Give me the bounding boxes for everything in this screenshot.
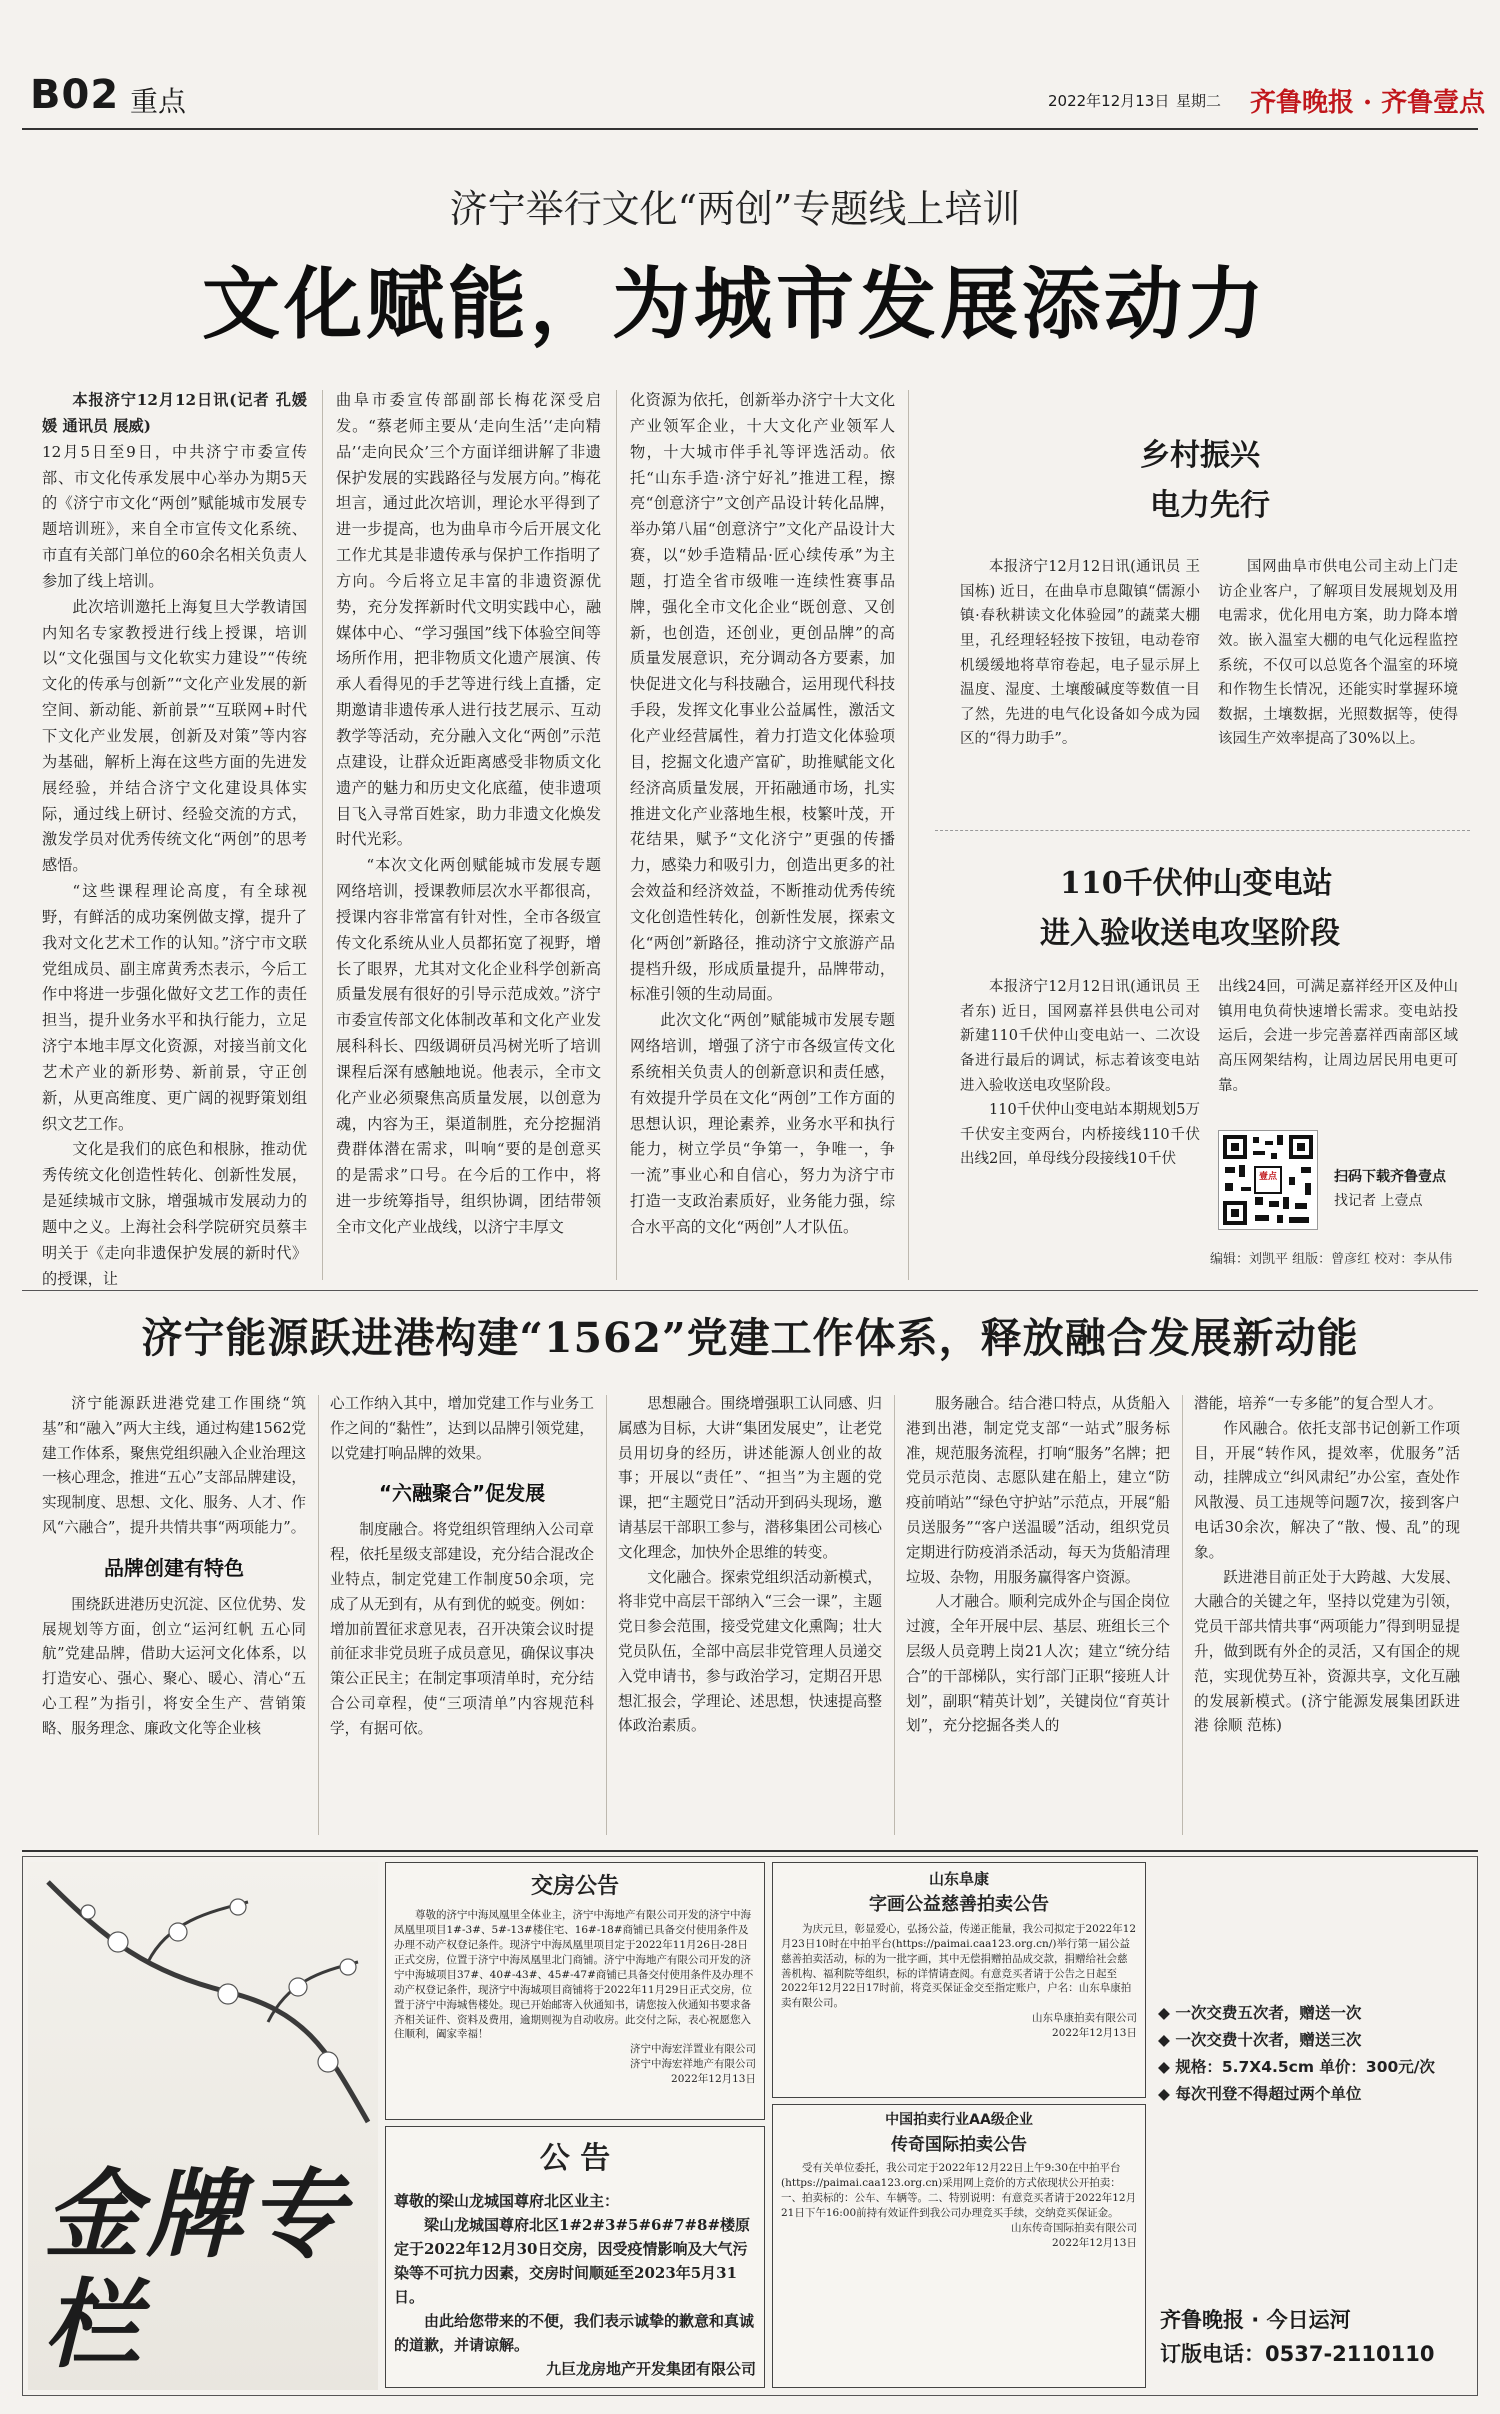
- notice-org: 中国拍卖行业AA级企业: [885, 2112, 1033, 2128]
- energy-paragraph: 跃进港目前正处于大跨越、大发展、大融合的关键之年，坚持以党建为引领，党员干部共情共事“两项能力”得到明显提升，做到既有外企的灵活，又有国企的规范，实现优势互补，资源共享，文化互融的发展新模式。(济宁能源发展集团跃进港 徐顺 范栋): [1194, 1568, 1460, 1735]
- section-name: 重点: [130, 85, 187, 118]
- notice-legend-auction: [772, 2104, 1146, 2388]
- energy-col-5: [1194, 1392, 1460, 1842]
- qr-caption-download: 扫码下载齐鲁壹点: [1334, 1169, 1446, 1185]
- notice-date: 2022年12月13日: [671, 2073, 756, 2086]
- subhead-brand: 品牌创建有特色: [104, 1555, 244, 1580]
- main-paragraph: 曲阜市委宣传部副部长梅花深受启发。“蔡老师主要从‘走向生活’‘走向精品’‘走向民众’三个方面详细讲解了非遗保护发展的实践路径与发展方向。”梅花坦言，通过此次培训，理论水平得到了进一步提高，也为曲阜市今后开展文化工作尤其是非遗传承与保护工作指明了方向。今后将立足丰富的非遗资源优势，充分发挥新时代文明实践中心，融媒体中心、“学习强国”线下体验空间等场所作用，把非物质文化遗产展演、传承人看得见的手艺等进行线上直播，定期邀请非遗传承人进行技艺展示、互动教学等活动，充分融入文化“两创”示范点建设，让群众近距离感受非物质文化遗产的魅力和历史文化底蕴，使非遗项目飞入寻常百姓家，助力非遗文化焕发时代光彩。: [336, 391, 601, 849]
- energy-paragraph: 人才融合。顺利完成外企与国企岗位过渡，全年开展中层、基层、班组长三个层级人员竞聘上岗21人次；建立“统分结合”的干部梯队，实行部门正职“接班人计划”，副职“精英计划”，关键岗位“育英计划”，充分挖掘各类人的: [906, 1593, 1170, 1735]
- energy-paragraph: 文化融合。探索党组织活动新模式，将非党中高层干部纳入“三会一课”，主题党日参会范围，接受党建文化熏陶；壮大党员队伍，全部中高层非党管理人员递交入党申请书，参与政治学习，定期召开思想汇报会，学理论、述思想，快速提高整体政治素质。: [618, 1568, 882, 1735]
- rate-item: ◆ 一次交费五次者，赠送一次: [1158, 2004, 1362, 2022]
- rural-col-1: [960, 555, 1200, 815]
- page-code: B02: [30, 72, 120, 118]
- main-col-3: [630, 388, 895, 1288]
- rural-col-2: [1218, 555, 1458, 815]
- energy-col-1: [42, 1392, 306, 1842]
- notice-date: 2022年12月13日: [1052, 2027, 1137, 2040]
- energy-paragraph: 潜能，培养“一专多能”的复合型人才。: [1194, 1395, 1443, 1412]
- notice-body: 尊敬的济宁中海凤凰里全体业主，济宁中海地产有限公司开发的济宁中海凤凰里项目1#-3#、5#-13#楼住宅、16#-18#商铺已具备交付使用条件及办理不动产权登记条件。现济宁中海凤凰里项目定于2022年11月26日-28日正式交房，位置于济宁中海凤凰里北门商铺。济宁中海地产有限公司开发的济宁中海城项目37#、40#-43#、45#-47#商铺已具备交付使用条件及办理不动产权登记条件，现济宁中海城项目商铺将于2022年11月29日正式交房，位置于济宁中海城售楼处。现已开始邮寄入伙通知书，请您按入伙通知书要求备齐相关证件、资料及费用，逾期则视为自动收房。此交付之际，表心祝愿您入住顺利，阖家幸福！: [394, 1909, 754, 2041]
- column-divider: [322, 390, 323, 1280]
- notice-org: 山东阜康: [928, 1870, 989, 1888]
- qr-caption-reporter: 找记者 上壹点: [1334, 1193, 1423, 1209]
- substation-col-2: [1218, 975, 1458, 1115]
- main-col-2: [336, 388, 601, 1288]
- ads-rule: [22, 1850, 1478, 1852]
- main-paragraph: 化资源为依托，创新举办济宁十大文化产业领军企业，十大文化产业领军人物，十大城市伴手礼等评选活动。依托“山东手造·济宁好礼”推进工程，擦亮“创意济宁”文创产品设计转化品牌，举办第八届“创意济宁”文化产品设计大赛，以“妙手造精品·匠心续传承”为主题，打造全省市级唯一连续性赛事品牌，强化全市文化企业“既创意、又创新，也创造，还创业，更创品牌”的高质量发展意识，充分调动各方要素，加快促进文化与科技融合，运用现代科技手段，发挥文化事业公益属性，激活文化产业经营属性，着力打造文化体验项目，挖掘文化遗产富矿，助推赋能文化经济高质量发展，开拓融通市场，扎实推进文化产业落地生根，枝繁叶茂，开花结果，赋予“文化济宁”更强的传播力，感染力和吸引力，创造出更多的社会效益和经济效益，不断推动优秀传统文化创造性转化，创新性发展，探索文化“两创”新路径，推动济宁文旅游产品提档升级，形成质量提升，品牌带动，标准引领的生动局面。: [630, 391, 895, 1004]
- credits: 编辑：刘凯平 组版：曾彦红 校对：李从伟: [1210, 1252, 1453, 1267]
- rural-paragraph: 国网曲阜市供电公司主动上门走访企业客户，了解项目发展规划及用电需求，优化用电方案，助力降本增效。嵌入温室大棚的电气化远程监控系统，不仅可以总览各个温室的环境和作物生长情况，还能实时掌握环境数据，土壤数据，光照数据等，使得该园生产效率提高了30%以上。: [1218, 559, 1458, 748]
- notice-title: 字画公益慈善拍卖公告: [869, 1894, 1049, 1916]
- notice-signature: 山东传奇国际拍卖有限公司: [1011, 2221, 1137, 2234]
- substation-headline-1: 110千伏仲山变电站: [1060, 866, 1333, 901]
- main-paragraph: 文化是我们的底色和根脉，推动优秀传统文化创造性转化、创新性发展，是延续城市文脉，增强城市发展动力的题中之义。上海社会科学院研究员蔡丰明关于《走向非遗保护发展的新时代》的授课，让: [42, 1140, 307, 1288]
- byline: 本报济宁12月12日讯(记者 孔媛媛 通讯员 展威): [42, 391, 307, 435]
- main-paragraph: “这些课程理论高度，有全球视野，有鲜活的成功案例做支撑，提升了我对文化艺术工作的认知。”济宁市文联党组成员、副主席黄秀杰表示，今后工作中将进一步强化做好文艺工作的责任担当，提升业务水平和执行能力，立足济宁本地丰厚文化资源，对接当前文化艺术产业的新形势、新前景，守正创新，从更高维度、更广阔的视野策划组织文艺工作。: [42, 882, 307, 1133]
- energy-paragraph: 制度融合。将党组织管理纳入公司章程，依托星级支部建设，充分结合混改企业特点，制定党建工作制度50余项，完成了从无到有，从有到优的蜕变。例如：增加前置征求意见表，召开决策会议时提前征求非党员班子成员意见，确保议事决策公正民主；在制定事项清单时，充分结合公司章程，使“三项清单”内容规范科学，有据可依。: [330, 1521, 594, 1737]
- rural-paragraph: 本报济宁12月12日讯(通讯员 王国栋) 近日，在曲阜市息陬镇“儒源小镇·春秋耕读文化体验园”的蔬菜大棚里，孔经理轻轻按下按钮，电动卷帘机缓缓地将草帘卷起，电子显示屏上温度、湿度、土壤酸碱度等数值一目了然，先进的电气化设备如今成为园区的“得力助手”。: [960, 559, 1200, 748]
- energy-col-3: [618, 1392, 882, 1842]
- energy-paragraph: 心工作纳入其中，增加党建工作与业务工作之间的“黏性”，达到以品牌引领党建，以党建打响品牌的效果。: [330, 1395, 594, 1462]
- column-divider: [1182, 1395, 1183, 1835]
- notice-title: 传奇国际拍卖公告: [891, 2134, 1027, 2155]
- rate-item: ◆ 规格：5.7X4.5cm 单价：300元/次: [1158, 2058, 1435, 2077]
- column-divider: [616, 390, 617, 1280]
- notice-signature: 济宁中海宏祥地产有限公司: [630, 2058, 756, 2071]
- substation-paragraph: 本报济宁12月12日讯(通讯员 王者东) 近日，国网嘉祥县供电公司对新建110千伏仲山变电站一、二次设备进行最后的调试，标志着该变电站进入验收送电攻坚阶段。: [960, 979, 1200, 1094]
- substation-headline-2: 进入验收送电攻坚阶段: [1040, 916, 1340, 951]
- headline: 文化赋能，为城市发展添动力: [201, 259, 1268, 350]
- column-divider: [908, 390, 909, 1280]
- substation-paragraph: 出线24回，可满足嘉祥经开区及仲山镇用电负荷快速增长需求。变电站投运后，会进一步完善嘉祥西南部区域高压网架结构，让周边居民用电更可靠。: [1218, 979, 1458, 1094]
- main-paragraph: 此次文化“两创”赋能城市发展专题网络培训，增强了济宁市各级宣传文化系统相关负责人的创新意识和责任感，有效提升学员在文化“两创”工作方面的思想认识，理论素养，业务水平和执行能力，树立学员“争第一，争唯一，争一流”事业心和自信心，努力为济宁市打造一支政治素质好，业务能力强，综合水平高的文化“两创”人才队伍。: [630, 1011, 895, 1236]
- energy-headline: 济宁能源跃进港构建“1562”党建工作体系，释放融合发展新动能: [141, 1314, 1359, 1362]
- energy-col-2: [330, 1392, 594, 1842]
- qr-code[interactable]: [1218, 1130, 1318, 1230]
- main-paragraph: “本次文化两创赋能城市发展专题网络培训，授课教师层次水平都很高，授课内容非常富有针对性，全市各级宣传文化系统从业人员都拓宽了视野，增长了眼界，尤其对文化企业科学创新高质量发展有很好的引导示范成效。”济宁市委宣传部文化体制改革和文化产业发展科科长、四级调研员冯树光听了培训课程后深有感触地说。他表示，全市文化产业必须聚焦高质量发展，以创意为魂，内容为王，渠道制胜，充分挖掘消费群体潜在需求，叫响“要的是创意买的是需求”口号。在今后的工作中，将进一步统筹指导，组织协调，团结带领全市文化产业战线，以济宁丰厚文: [336, 856, 601, 1236]
- rate-item: ◆ 一次交费十次者，赠送三次: [1158, 2031, 1362, 2050]
- hotline-title: 齐鲁晚报 · 今日运河: [1160, 2308, 1351, 2332]
- issue-weekday: 星期二: [1176, 92, 1222, 110]
- notice-signature: 济宁中海宏洋置业有限公司: [630, 2043, 756, 2056]
- energy-paragraph: 围绕跃进港历史沉淀、区位优势、发展规划等方面，创立“运河红帆 五心同航”党建品牌，借助大运河文化体系，以打造安心、强心、聚心、暖心、清心“五心工程”为指引，将安全生产、营销策略、服务理念、廉政文化等企业核: [42, 1595, 306, 1737]
- substation-col-1: [960, 975, 1200, 1260]
- issue-date: 2022年12月13日: [1048, 92, 1170, 110]
- subhead-fusion: “六融聚合”促发展: [378, 1481, 546, 1506]
- hotline-number[interactable]: 订版电话：0537-2110110: [1160, 2342, 1435, 2366]
- gold-column-title: 金牌专栏: [44, 2158, 350, 2382]
- section-rule: [22, 1290, 1478, 1291]
- notice-title: 公 告: [539, 2141, 611, 2176]
- notice-title: 交房公告: [530, 1874, 619, 1899]
- energy-col-4: [906, 1392, 1170, 1842]
- notice-body: 受有关单位委托，我公司定于2022年12月22日上午9:30在中拍平台(https://paimai.caa123.org.cn)采用网上竞价的方式依现状公开拍卖：一、拍卖标的：公车、车辆等。二、特别说明：有意竞买者请于2022年12月21日下午16:00前持有效证件到我公司办理竞买手续，交纳竞买保证金。: [781, 2162, 1137, 2219]
- notice-handover: [385, 1862, 765, 2120]
- kicker: 济宁举行文化“两创”专题线上培训: [449, 187, 1021, 231]
- masthead-brand: 齐鲁晚报 · 齐鲁壹点: [1250, 88, 1486, 118]
- notice-salutation: 尊敬的梁山龙城国尊府北区业主：: [394, 2192, 620, 2210]
- energy-paragraph: 思想融合。围绕增强职工认同感、归属感为目标，大讲“集团发展史”，让老党员用切身的经历，讲述能源人创业的故事；开展以“责任”、“担当”为主题的党课，把“主题党日”活动开到码头现场，邀请基层干部职工参与，潜移集团公司核心文化理念，加快外企思维的转变。: [618, 1395, 882, 1561]
- rural-headline-1: 乡村振兴: [1140, 438, 1260, 473]
- notice-charity-auction: [772, 1862, 1146, 2098]
- column-divider: [606, 1395, 607, 1835]
- notice-body: 为庆元旦，彰显爱心，弘扬公益，传递正能量，我公司拟定于2022年12月23日10时在中拍平台(https://paimai.caa123.org.cn/)举行第一届公益慈善拍卖活动，标的为一批字画，其中无偿捐赠拍品成交款，捐赠给社会慈善机构、福利院等组织，标的详情请查阅。有意竞买者请于公告之日起至2022年12月22日17时前，将竞买保证金交至指定账户，户名：山东阜康拍卖有限公司。: [781, 1922, 1137, 2010]
- main-col-1: [42, 388, 307, 1288]
- qr-center-label: 壹点: [1258, 1172, 1277, 1182]
- energy-paragraph: 作风融合。依托支部书记创新工作项目，开展“转作风，提效率，优服务”活动，挂牌成立“纠风肃纪”办公室，查处作风散漫、员工违规等问题7次，接到客户电话30余次，解决了“散、慢、乱”的现象。: [1194, 1419, 1460, 1561]
- header-rule: [22, 128, 1478, 130]
- energy-paragraph: 服务融合。结合港口特点，从货船入港到出港，制定党支部“一站式”服务标准，规范服务流程，打响“服务”名牌；把党员示范岗、志愿队建在船上，建立“防疫前哨站”“绿色守护站”示范点，开展“船员送服务”“客户送温暖”活动，组织党员定期进行防疫消杀活动，每天为货船清理垃圾、杂物，用服务赢得客户资源。: [906, 1395, 1170, 1586]
- rural-headline-2: 电力先行: [1150, 488, 1270, 523]
- rate-item: ◆ 每次刊登不得超过两个单位: [1158, 2085, 1362, 2104]
- notice-date: 2022年12月13日: [1052, 2236, 1137, 2249]
- ad-rates: [1158, 2000, 1468, 2109]
- notice-signature: 山东阜康拍卖有限公司: [1032, 2012, 1137, 2025]
- column-divider: [318, 1395, 319, 1835]
- notice-body: 由此给您带来的不便，我们表示诚挚的歉意和真诚的道歉，并请谅解。: [394, 2312, 755, 2354]
- notice-body: 梁山龙城国尊府北区1#2#3#5#6#7#8#楼原定于2022年12月30日交房，因受疫情影响及大气污染等不可抗力因素，交房时间顺延至2023年5月31日。: [394, 2216, 751, 2306]
- column-divider: [894, 1395, 895, 1835]
- main-paragraph: 12月5日至9日，中共济宁市委宣传部、市文化传承发展中心举办为期5天的《济宁市文化“两创”赋能城市发展专题培训班》，来自全市宣传文化系统、市直有关部门单位的60余名相关负责人参加了线上培训。: [42, 442, 307, 590]
- main-paragraph: 此次培训邀托上海复旦大学教请国内知名专家教授进行线上授课，培训以“文化强国与文化软实力建设”“传统文化的传承与创新”“文化产业发展的新空间、新动能、新前景”“互联网+时代下文化产业发展，创新及对策”等内容为基础，解析上海在这些方面的先进发展经验，并结合济宁文化建设具体实际，通过线上研讨、经验交流的方式，激发学员对优秀传统文化“两创”的思考感悟。: [42, 597, 307, 875]
- story-separator: [935, 830, 1470, 831]
- notice-delay: [385, 2126, 765, 2388]
- notice-signature: 九巨龙房地产开发集团有限公司: [545, 2360, 756, 2378]
- substation-paragraph: 110千伏仲山变电站本期规划5万千伏安主变两台，内桥接线110千伏出线2回，单母线分段接线10千伏: [960, 1102, 1200, 1168]
- energy-paragraph: 济宁能源跃进港党建工作围绕“筑基”和“融入”两大主线，通过构建1562党建工作体系，聚焦党组织融入企业治理这一核心理念，推进“五心”支部品牌建设，实现制度、思想、文化、服务、人才、作风“六融合”，提升共情共事“两项能力”。: [42, 1395, 306, 1536]
